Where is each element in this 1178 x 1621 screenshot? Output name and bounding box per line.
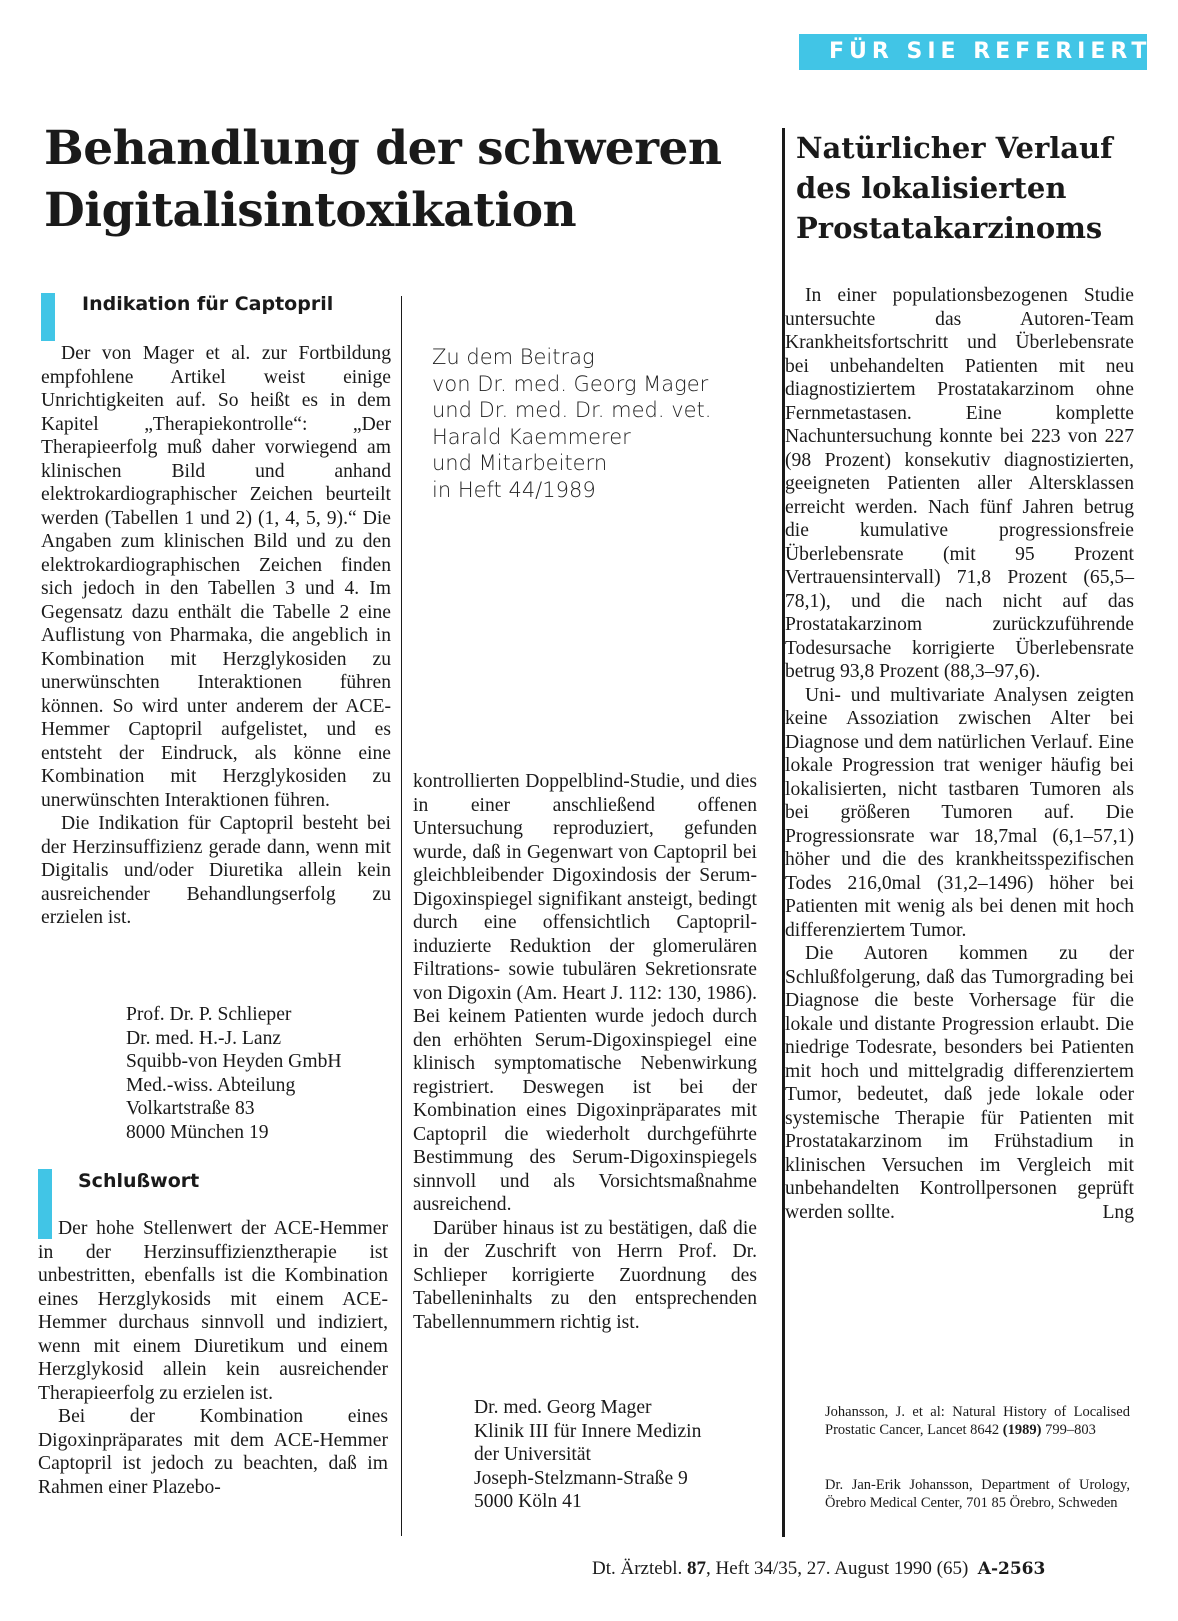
section-marker-1 bbox=[41, 293, 55, 341]
reference-year: (1989) bbox=[1002, 1422, 1042, 1438]
signature-line: Squibb-von Heyden GmbH bbox=[126, 1051, 342, 1072]
paragraph: Der hohe Stellenwert der ACE-Hemmer in der Herzinsuffizienztherapie ist unbestritten, ebenfalls ist die Kombination eines Herzglykosids mit einem ACE-Hemmer durchaus sinnvoll und indiziert, wenn mit einem Diuretikum und einem Herzglykosid allein kein ausreichender Therapieerfolg zu erzielen ist. bbox=[38, 1218, 388, 1404]
intro-line: in Heft 44/1989 bbox=[432, 477, 596, 502]
column-rule-inner bbox=[401, 296, 402, 1536]
signature-line: Dr. med. Georg Mager bbox=[474, 1397, 652, 1418]
side-article-title bbox=[796, 128, 1156, 248]
intro-line: von Dr. med. Georg Mager bbox=[432, 371, 709, 396]
article-title-line-1: Behandlung der schweren bbox=[44, 121, 722, 176]
signature-line: der Universität bbox=[474, 1444, 591, 1465]
section-badge: FÜR SIE REFERIERT bbox=[799, 34, 1147, 70]
article-title bbox=[44, 118, 784, 242]
signature-line: Prof. Dr. P. Schlieper bbox=[126, 1004, 292, 1025]
paragraph: Der von Mager et al. zur Fortbildung empfohlene Artikel weist einige Unrichtigkeiten auf. So heißt es in dem Kapitel „Therapiekontrolle“: „Der Therapieerfolg muß daher vorwiegend am klinischen Bild und anhand elektrokardiographischer Zeichen beurteilt werden (Tabellen 1 und 2) (1, 4, 5, 9).“ Die Angaben zum klinischen Bild und zu den elektrokardiographischen Zeichen finden sich jedoch in den Tabellen 3 und 4. Im Gegensatz dazu enthält die Tabelle 2 eine Auflistung von Pharmaka, die angeblich in Kombination mit Herzglykosiden zu unerwünschten Interaktionen führen können. So wird unter anderem der ACE-Hemmer Captopril aufgelistet, und es entsteht der Eindruck, als könne eine Kombination mit Herzglykosiden zu unerwünschten Interaktionen führen. bbox=[41, 343, 391, 811]
signature-line: Volkartstraße 83 bbox=[126, 1098, 255, 1119]
intro-line: und Dr. med. Dr. med. vet. bbox=[432, 398, 712, 422]
paragraph: In einer populationsbezogenen Studie untersuchte das Autoren-Team Krankheitsfortschritt und Überlebensrate bei unbehandelten Patienten mit neu diagnostiziertem Prostatakarzinom ohne Fernmetastasen. Eine komplette Nachuntersuchung konnte bei 223 von 227 (98 Prozent) konsekutiv diagnostizierten, geeigneten Patienten aller Altersklassen erreicht werden. Nach fünf Jahren betrug die kumulative progressionsfreie Überlebensrate (mit 95 Prozent Vertrauensintervall) 71,8 Prozent (65,5–78,1), und die nach nicht auf das Prostatakarzinom zurückzuführende Todesursache korrigierte Überlebensrate betrug 93,8 Prozent (88,3–97,6). bbox=[785, 285, 1134, 682]
signature-line: Joseph-Stelzmann-Straße 9 bbox=[474, 1467, 688, 1489]
reference-intro bbox=[432, 344, 711, 503]
side-title-line-2: des lokalisierten bbox=[796, 171, 1067, 205]
author-address: Dr. Jan-Erik Johansson, Department of Urology, Örebro Medical Center, 701 85 Örebro, Schweden bbox=[825, 1477, 1130, 1511]
signature-line: Med.-wiss. Abteilung bbox=[126, 1074, 296, 1096]
paragraph: Uni- und multivariate Analysen zeigten keine Assoziation zwischen Alter bei Diagnose und dem natürlichen Verlauf. Eine lokale Progression trat weniger häufig bei lokalisierten, nicht tastbaren Tumoren als bei größeren Tumoren auf. Die Progressionsrate war 18,7mal (6,1–57,1) höher und die des krankheitsspezifischen Todes 216,0mal (31,2–1496) höher bei Patienten mit wenig als bei denen mit hoch differenziertem Tumor. bbox=[785, 684, 1134, 941]
paragraph: Die Indikation für Captopril besteht bei der Herzinsuffizienz gerade dann, wenn mit Digitalis und/oder Diuretika allein kein ausreichender Behandlungserfolg zu erzielen ist. bbox=[41, 813, 391, 928]
signature-line: 8000 München 19 bbox=[126, 1121, 269, 1143]
signature-line: Klinik III für Innere Medizin bbox=[474, 1420, 702, 1442]
paragraph: Bei der Kombination eines Digoxinpräparates mit dem ACE-Hemmer Captopril ist jedoch zu beachten, daß im Rahmen einer Plazebo- bbox=[38, 1406, 388, 1498]
page-footer bbox=[592, 1558, 1045, 1580]
intro-line: und Mitarbeitern bbox=[432, 451, 608, 475]
paragraph bbox=[785, 942, 1134, 1224]
footer-volume: 87 bbox=[686, 1558, 706, 1579]
reference-pages: 799–803 bbox=[1045, 1422, 1096, 1438]
author-tag: Lng bbox=[1102, 1201, 1134, 1223]
footer-issue: , Heft 34/35, 27. August 1990 (65) bbox=[705, 1558, 969, 1579]
reference-text: Johansson, J. et al: Natural History of Localised Prostatic Cancer, Lancet 8642 bbox=[825, 1404, 1130, 1438]
article-title-line-2: Digitalisintoxikation bbox=[44, 183, 577, 238]
signature-line: Dr. med. H.-J. Lanz bbox=[126, 1027, 282, 1049]
intro-line: Zu dem Beitrag bbox=[432, 345, 595, 369]
column-2-text bbox=[413, 770, 757, 1334]
footer-journal: Dt. Ärztebl. bbox=[592, 1558, 683, 1579]
literature-reference bbox=[825, 1403, 1130, 1439]
side-title-line-1: Natürlicher Verlauf bbox=[796, 131, 1113, 165]
signature-mager bbox=[474, 1396, 701, 1514]
paragraph: kontrollierten Doppelblind-Studie, und dies in einer anschließend offenen Untersuchung reproduziert, gefunden wurde, daß in Gegenwart von Captopril bei gleichbleibender Digoxindosis der Serum-Digoxinspiegel signifikant ansteigt, bedingt durch eine offensichtlich Captopril-induzierte Reduktion der glomerulären Filtrations- sowie tubulären Sekretionsrate von Digoxin (Am. Heart J. 112: 130, 1986). Bei keinem Patienten wurde jedoch durch den erhöhten Serum-Digoxinspiegel eine klinisch symptomatische Nebenwirkung registriert. Deswegen ist bei der Kombination eines Digoxinpräparates mit Captopril die wiederholt durchgeführte Bestimmung des Serum-Digoxinspiegels sinnvoll und als Vorsichtsmaßnahme ausreichend. bbox=[413, 771, 757, 1215]
paragraph-text: Die Autoren kommen zu der Schlußfolgerung, daß das Tumorgrading bei Diagnose die beste Vorhersage für die lokale und distante Progression erlaubt. Die niedrige Todesrate, besonders bei Patienten mit hoch und mittelgradig differenziertem Tumor, bedeutet, daß jede lokale oder systemische Therapie für Patienten mit Prostatakarzinom im Frühstadium in klinischen Versuchen im Vergleich mit unbehandelten Kontrollpersonen geprüft werden sollte. bbox=[785, 943, 1134, 1223]
column-1-section-2 bbox=[38, 1217, 388, 1499]
section-heading-indikation: Indikation für Captopril bbox=[82, 293, 334, 315]
signature-schlieper bbox=[126, 1003, 342, 1144]
column-1-section-1 bbox=[41, 342, 391, 930]
intro-line: Harald Kaemmerer bbox=[432, 424, 631, 449]
side-title-line-3: Prostatakarzinoms bbox=[796, 211, 1103, 245]
column-3-text bbox=[783, 284, 1134, 1224]
paragraph: Darüber hinaus ist zu bestätigen, daß die in der Zuschrift von Herrn Prof. Dr. Schlieper korrigierte Zuordnung des Tabelleninhalts zu den entsprechenden Tabellennummern richtig ist. bbox=[413, 1217, 757, 1333]
signature-line: 5000 Köln 41 bbox=[474, 1491, 582, 1512]
section-heading-schlusswort: Schlußwort bbox=[78, 1170, 200, 1192]
footer-page: A-2563 bbox=[977, 1559, 1046, 1579]
